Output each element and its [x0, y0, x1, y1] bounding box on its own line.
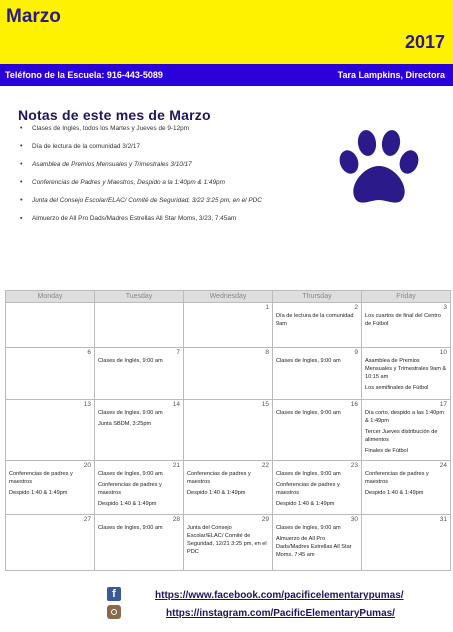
header-banner [0, 0, 453, 64]
paw-print-icon [336, 128, 422, 210]
day-header-thursday: Thursday [273, 291, 362, 303]
day-number: 23 [350, 462, 358, 469]
calendar-event: Clases de Ingles, 9:00 am [276, 525, 341, 531]
instagram-icon [107, 605, 121, 619]
day-events [276, 312, 358, 328]
calendar-day-cell [95, 348, 184, 400]
day-number: 7 [176, 349, 180, 356]
calendar-event: Clases de Ingles, 9:00 am [98, 410, 163, 416]
calendar-day-cell [362, 348, 451, 400]
day-events [9, 470, 91, 497]
calendar-event: Clases de Ingles, 9:00 am [276, 358, 341, 364]
calendar-event: Clases de Ingles, 9:00 am [98, 525, 163, 531]
calendar-day-cell [184, 303, 273, 348]
calendar-event: Despido 1:40 & 1:49pm [9, 490, 68, 496]
calendar-day-cell [95, 515, 184, 571]
day-number: 9 [354, 349, 358, 356]
note-item: • Conferencias de Padres y Maestros, Despido a la 1:40pm & 1:49pm [20, 179, 225, 186]
calendar-day-cell [95, 461, 184, 515]
calendar-event: Clases de Ingles, 9:00 am [276, 410, 341, 416]
calendar-day-cell [95, 303, 184, 348]
calendar-day-cell [273, 400, 362, 461]
calendar-day-cell [273, 303, 362, 348]
day-number: 6 [87, 349, 91, 356]
day-events [98, 357, 180, 365]
day-events [365, 312, 447, 328]
day-events [276, 524, 358, 559]
day-events [365, 470, 447, 497]
year-label: 2017 [404, 32, 445, 52]
calendar-day-cell [6, 461, 95, 515]
school-phone: Teléfono de la Escuela: 916-443-5089 [5, 70, 163, 80]
calendar-event: Despido 1:40 & 1:49pm [187, 490, 246, 496]
calendar-day-cell [95, 400, 184, 461]
calendar-day-cell [6, 515, 95, 571]
calendar-day-cell [6, 400, 95, 461]
day-header-monday: Monday [6, 291, 95, 303]
day-number: 1 [265, 304, 269, 311]
day-events [98, 409, 180, 428]
calendar-day-cell [6, 348, 95, 400]
note-item: • Junta del Consejo Escolar/ELAC/ Comité de Seguridad, 3/22 3:25 pm, en el PDC [20, 197, 262, 204]
march-calendar [5, 290, 451, 571]
calendar-event: Finales de Fútbol [365, 448, 408, 454]
day-events [276, 357, 358, 365]
calendar-week [6, 348, 451, 400]
day-events [187, 524, 269, 556]
info-bar [0, 64, 453, 86]
notes-title: Notas de este mes de Marzo [18, 107, 211, 123]
day-number: 14 [172, 401, 180, 408]
day-events [187, 470, 269, 497]
day-number: 31 [439, 516, 447, 523]
day-events [276, 470, 358, 508]
calendar-day-cell [184, 461, 273, 515]
day-events [98, 524, 180, 532]
day-number: 22 [261, 462, 269, 469]
calendar-event: Día corto, despido a las 1:40pm & 1:49pm [365, 410, 444, 424]
calendar-event: Conferencias de padres y maestros [187, 471, 251, 485]
note-item: • Día de lectura de la comunidad 3/2/17 [20, 143, 141, 150]
calendar-day-cell [184, 515, 273, 571]
calendar-event: Día de lectura de la comunidad 9am [276, 313, 354, 327]
calendar-day-cell [362, 461, 451, 515]
calendar-event: Clases de Ingles, 9:00 am [276, 471, 341, 477]
calendar-event: Despido 1:40 & 1:49pm [276, 501, 335, 507]
calendar-week [6, 461, 451, 515]
day-number: 8 [265, 349, 269, 356]
notes-list [20, 124, 290, 232]
day-number: 30 [350, 516, 358, 523]
month-title: Marzo [6, 6, 61, 27]
day-events [365, 357, 447, 392]
calendar-event: Despido 1:40 & 1:49pm [98, 501, 157, 507]
instagram-link[interactable]: https://instagram.com/PacificElementaryPumas/ [166, 608, 395, 619]
day-number: 16 [350, 401, 358, 408]
principal-name: Tara Lampkins, Directora [337, 70, 445, 80]
calendar-week [6, 400, 451, 461]
calendar-event: Conferencias de padres y maestros [98, 482, 162, 496]
day-number: 24 [439, 462, 447, 469]
calendar-event: Los cuartos de final del Centro de Fútbol [365, 313, 441, 327]
calendar-day-cell [362, 303, 451, 348]
day-number: 17 [439, 401, 447, 408]
calendar-event: Asamblea de Premios Mensuales y Trimestrales 9am & 10:15 am [365, 358, 447, 380]
day-events [98, 470, 180, 508]
calendar-day-cell [362, 400, 451, 461]
day-number: 20 [83, 462, 91, 469]
calendar-event: Almuerzo de All Pro Dads/Madres Estrellas All Star Moms, 7:45 am [276, 536, 352, 558]
calendar-event: Junta SBDM, 3:25pm [98, 421, 152, 427]
day-number: 29 [261, 516, 269, 523]
day-number: 13 [83, 401, 91, 408]
calendar-event: Clases de Ingles, 9:00 am [98, 471, 163, 477]
day-number: 10 [439, 349, 447, 356]
calendar-event: Conferencias de padres y maestros [9, 471, 73, 485]
calendar-day-cell [273, 515, 362, 571]
calendar-day-cell [362, 515, 451, 571]
day-header-wednesday: Wednesday [184, 291, 273, 303]
calendar-day-cell [184, 348, 273, 400]
calendar-day-cell [273, 348, 362, 400]
calendar-event: Conferencias de padres y maestros [276, 482, 340, 496]
calendar-week [6, 515, 451, 571]
calendar-event: Los semifinales de Fútbol [365, 385, 429, 391]
day-header-friday: Friday [362, 291, 451, 303]
calendar-event: Clases de Inglés, 9:00 am [98, 358, 163, 364]
day-header-tuesday: Tuesday [95, 291, 184, 303]
calendar-day-cell [6, 303, 95, 348]
calendar-event: Tercer Jueves distribución de alimentos [365, 429, 438, 443]
calendar-event: Junta del Consejo Escolar/ELAC/ Comité de Seguridad, 12/21 3:25 pm, en el PDC [187, 525, 267, 555]
day-events [365, 409, 447, 455]
day-number: 28 [172, 516, 180, 523]
calendar-week [6, 303, 451, 348]
facebook-icon: f [107, 587, 121, 601]
day-number: 3 [443, 304, 447, 311]
note-item: • Clases de Inglés, todos los Martes y Jueves de 9-12pm [20, 125, 190, 132]
calendar-day-cell [273, 461, 362, 515]
facebook-link[interactable]: https://www.facebook.com/pacificelementarypumas/ [155, 590, 404, 601]
note-item: • Asamblea de Premios Mensuales y Trimestrales 3/10/17 [20, 161, 192, 168]
day-number: 21 [172, 462, 180, 469]
calendar-event: Despido 1:40 & 1:49pm [365, 490, 424, 496]
calendar-day-cell [184, 400, 273, 461]
calendar-event: Conferencias de padres y maestros [365, 471, 429, 485]
note-item: ▪ Almuerzo de All Pro Dads/Madres Estrellas All Star Moms, 3/23, 7:45am [20, 215, 237, 222]
day-number: 15 [261, 401, 269, 408]
day-number: 2 [354, 304, 358, 311]
day-events [276, 409, 358, 417]
day-number: 27 [83, 516, 91, 523]
